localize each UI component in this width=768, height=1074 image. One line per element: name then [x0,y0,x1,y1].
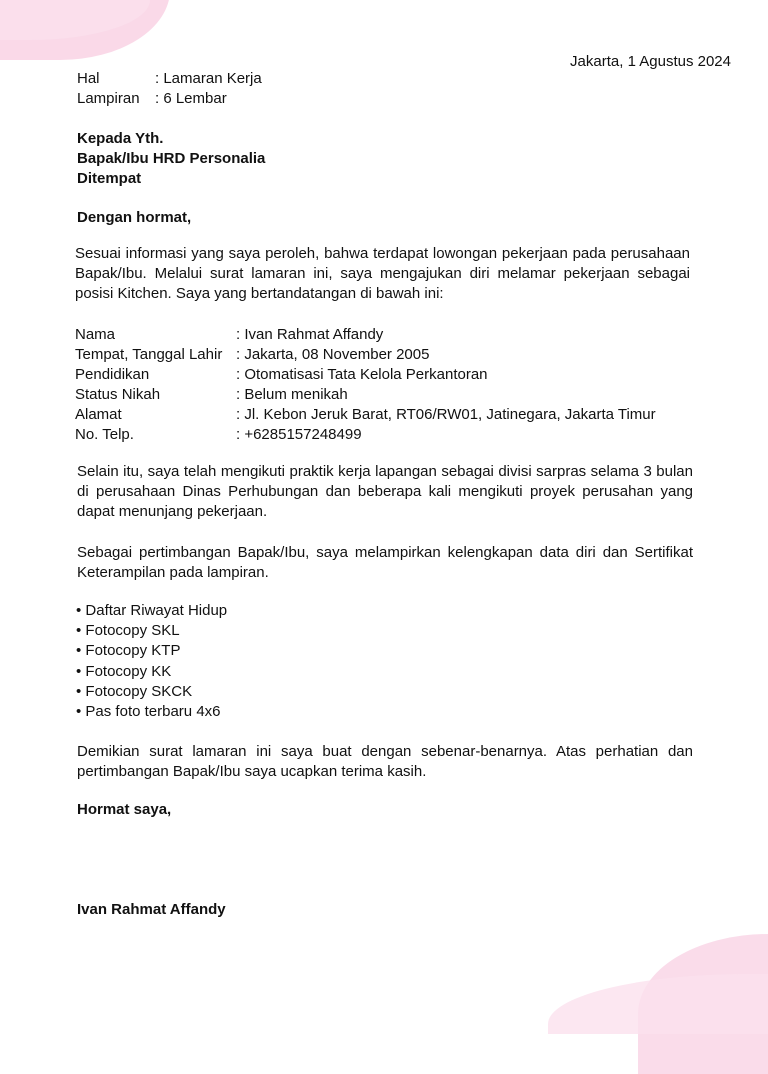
personal-data-row [75,425,656,445]
personal-data-label: Pendidikan [75,366,150,383]
attachment-paragraph: Sebagai pertimbangan Bapak/Ibu, saya melampirkan kelengkapan data diri dan Sertifikat Keterampilan pada lampiran. [77,544,693,581]
list-item: • Fotocopy KK [76,662,172,680]
recipient-block [77,129,265,189]
personal-data-value: : +6285157248499 [236,426,362,443]
list-item: • Pas foto terbaru 4x6 [76,703,221,721]
personal-data-row [75,345,656,365]
personal-data-value: : Otomatisasi Tata Kelola Perkantoran [236,366,488,383]
personal-data-label: Alamat [75,406,122,423]
personal-data-table [75,325,656,445]
subject-value: : Lamaran Kerja [155,70,262,87]
personal-data-label: Status Nikah [75,386,161,403]
closing-paragraph: Demikian surat lamaran ini saya buat dengan sebenar-benarnya. Atas perhatian dan pertimbangan Bapak/Ibu saya ucapkan terima kasih. [77,743,693,780]
personal-data-value: : Jakarta, 08 November 2005 [236,346,430,363]
experience-paragraph: Selain itu, saya telah mengikuti praktik kerja lapangan sebagai divisi sarpras selama 3 bulan di perusahaan Dinas Perhubungan dan beberapa kali mengikuti proyek perusahan yang dapat menunjang pekerjaan. [77,463,693,520]
personal-data-value: : Jl. Kebon Jeruk Barat, RT06/RW01, Jatinegara, Jakarta Timur [236,406,656,423]
list-item: • Fotocopy SKL [76,622,180,640]
personal-data-label: Nama [75,326,116,343]
list-item: • Daftar Riwayat Hidup [76,602,228,619]
date-line: Jakarta, 1 Agustus 2024 [570,53,731,70]
personal-data-value: : Belum menikah [236,386,348,403]
personal-data-label: No. Telp. [75,426,134,443]
sign-off: Hormat saya, [77,801,172,818]
intro-paragraph: Sesuai informasi yang saya peroleh, bahwa terdapat lowongan pekerjaan pada perusahaan Bapak/Ibu. Melalui surat lamaran ini, saya mengajukan diri melamar pekerjaan sebagai posisi Kitchen. Saya yang bertandatangan di bawah ini: [75,245,690,302]
attachment-count-row [77,89,227,109]
subject-label: Hal [77,70,100,87]
personal-data-row [75,385,656,405]
attachment-count-value: : 6 Lembar [155,90,227,107]
recipient-line-2: Bapak/Ibu HRD Personalia [77,150,266,167]
attachment-list [76,601,227,722]
signature-name: Ivan Rahmat Affandy [77,901,226,918]
list-item: • Fotocopy KTP [76,642,181,660]
personal-data-value: : Ivan Rahmat Affandy [236,326,384,343]
recipient-line-1: Kepada Yth. [77,130,164,147]
subject-row [77,69,262,89]
greeting: Dengan hormat, [77,209,192,226]
personal-data-row [75,365,656,385]
recipient-line-3: Ditempat [77,170,142,187]
attachment-count-label: Lampiran [77,90,140,107]
personal-data-row [75,405,656,425]
personal-data-row [75,325,656,345]
list-item: • Fotocopy SKCK [76,682,193,700]
decorative-corner-bottom-right-inner [548,974,768,1034]
personal-data-label: Tempat, Tanggal Lahir [75,346,223,363]
